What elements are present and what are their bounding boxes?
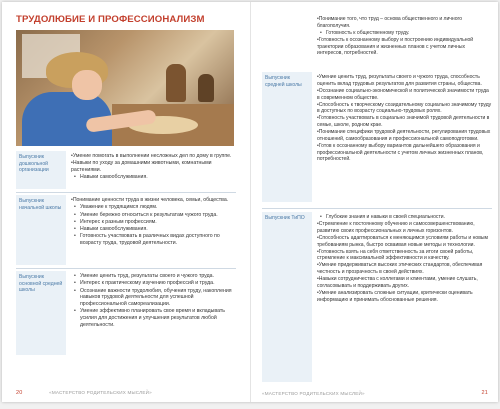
list-item: •Способность к творческому созидательному социально значимому труду в доступных по возрасту социально-трудовых ролях.: [317, 101, 492, 115]
row-primary-school: [16, 195, 236, 265]
row-divider: [262, 208, 492, 209]
list-item: •Умение анализировать сложные ситуации, критически оценивать информацию и принимать обоснованные решения.: [317, 290, 473, 303]
list-item: •Готов к осознанному выбору вариантов дальнейшего образования и профессиональной деятельности с учетом личных жизненных планов, потребностей.: [317, 142, 484, 163]
row-divider: [16, 192, 236, 193]
page-footer: [16, 390, 152, 396]
footer-text: «МАСТЕРСТВО РОДИТЕЛЬСКИХ МЫСЛЕЙ»: [49, 390, 152, 395]
list-item: • Глубокие знания и навыки в своей специальности.: [317, 214, 492, 221]
row-high-school: [262, 72, 492, 202]
page-title: ТРУДОЛЮБИЕ И ПРОФЕССИОНАЛИЗМ: [16, 14, 205, 25]
row-body: [312, 72, 492, 202]
footer-text: «МАСТЕРСТВО РОДИТЕЛЬСКИХ МЫСЛЕЙ»: [262, 391, 365, 396]
right-page: [251, 2, 498, 402]
list-item: • Интерес к разным профессиям.: [71, 219, 236, 226]
child-woodcarving-photo: [16, 30, 234, 146]
list-item: •Понимание того, что труд – основа общественного и личного благополучия.: [317, 16, 463, 29]
empty-label-cell: [262, 14, 312, 62]
row-body: [66, 151, 236, 189]
page-number: 20: [16, 390, 23, 396]
list-item: •Навыки сотрудничества с коллегами и клиентами, умение слушать, согласовывать и поддерживать других.: [317, 276, 478, 289]
list-item: • Умение эффективно планировать свое время и вкладывать усилия для достижения и улучшения результатов любой деятельности.: [71, 308, 236, 329]
list: [317, 214, 492, 303]
list: [71, 153, 236, 181]
book-spread: [2, 2, 498, 402]
row-body: [66, 195, 236, 265]
list-item: • Интерес к практическому изучению профессий и труда.: [71, 280, 236, 287]
list-item: • Уважение к трудящимся людям.: [71, 204, 236, 211]
list-item: •Умение придерживаться высоких этических стандартов, обеспечивая честность и прозрачность в своей действиях.: [317, 262, 483, 276]
page-number: 21: [481, 390, 488, 396]
photo-wooden-figure: [198, 74, 214, 102]
row-preschool: [16, 151, 236, 189]
list: [71, 273, 236, 329]
list: [71, 197, 236, 247]
list: [317, 16, 492, 57]
list-item: •Навыки по уходу за домашними животными, комнатными растениями.: [71, 160, 212, 174]
list-item: •Готовность взять на себя ответственность за итоги своей работы, стремление к максимальной эффективности и качеству.: [317, 248, 474, 262]
list-item: •Готовность к осознанному выбору и построению индивидуальной траектории образования и жизненных планов с учетом личных интересов, потребностей.: [317, 36, 474, 57]
list-item: •Умение ценить труд, результаты своего и чужого труда, способность оценить вклад трудовых результатов для развития страны, общества.: [317, 74, 482, 87]
list-item: •Готовность участвовать в социально значимой трудовой деятельности в семье, школе, родном крае.: [317, 115, 490, 129]
row-label: Выпускник начальной школы: [16, 195, 66, 265]
row-continued: [262, 14, 492, 62]
row-label: Выпускник средней школы: [262, 72, 312, 202]
page-footer: [262, 391, 365, 396]
photo-wooden-figure: [166, 64, 186, 102]
list-item: •Понимание ценности труда в жизни человека, семьи, общества.: [71, 197, 229, 203]
row-label: Выпускник дошкольной организации: [16, 151, 66, 189]
row-tipo: [262, 212, 492, 382]
row-divider: [16, 268, 236, 269]
list: [317, 74, 492, 163]
list-item: •Понимание специфики трудовой деятельности, регулирования трудовых отношений, самообразования и профессиональной самоподготовки.: [317, 129, 491, 142]
list-item: • Готовность к общественному труду.: [317, 30, 492, 37]
row-label: Выпускник основной средней школы: [16, 271, 66, 355]
page-number-footer: [481, 390, 488, 396]
list-item: • Умение бережно относиться к результатам чужого труда.: [71, 212, 236, 219]
list-item: • Навыки самообслуживания.: [71, 174, 236, 181]
row-secondary-school: [16, 271, 236, 355]
row-body: [312, 14, 492, 62]
list-item: •Способность адаптироваться к меняющимся условиям работы и новым требованиям рынка, быстро осваивая новые методы и технологии.: [317, 234, 488, 248]
list-item: • Умение ценить труд, результаты своего и чужого труда.: [71, 273, 236, 280]
list-item: •Умение помогать в выполнении несложных дел по дому в группе.: [71, 153, 232, 159]
row-label: Выпускник ТиПО: [262, 212, 312, 382]
list-item: • Готовность участвовать в различных видах доступного по возрасту труда, трудовой деятельности.: [71, 233, 236, 247]
row-body: [312, 212, 492, 382]
list-item: • Навыки самообслуживания.: [71, 226, 236, 233]
list-item: • Осознание важности трудолюбия, обучения труду, накопления навыков трудовой деятельности для успешной профессиональной самореализации.: [71, 288, 236, 309]
photo-child-face: [72, 70, 102, 100]
list-item: •Стремление к постоянному обучению и самосовершенствованию, развитию своих профессиональных и личных горизонтов.: [317, 221, 475, 234]
list-item: •Осознание социально-экономической и политической значимости труда в современном обществе.: [317, 87, 489, 101]
left-page: [2, 2, 250, 402]
row-body: [66, 271, 236, 355]
